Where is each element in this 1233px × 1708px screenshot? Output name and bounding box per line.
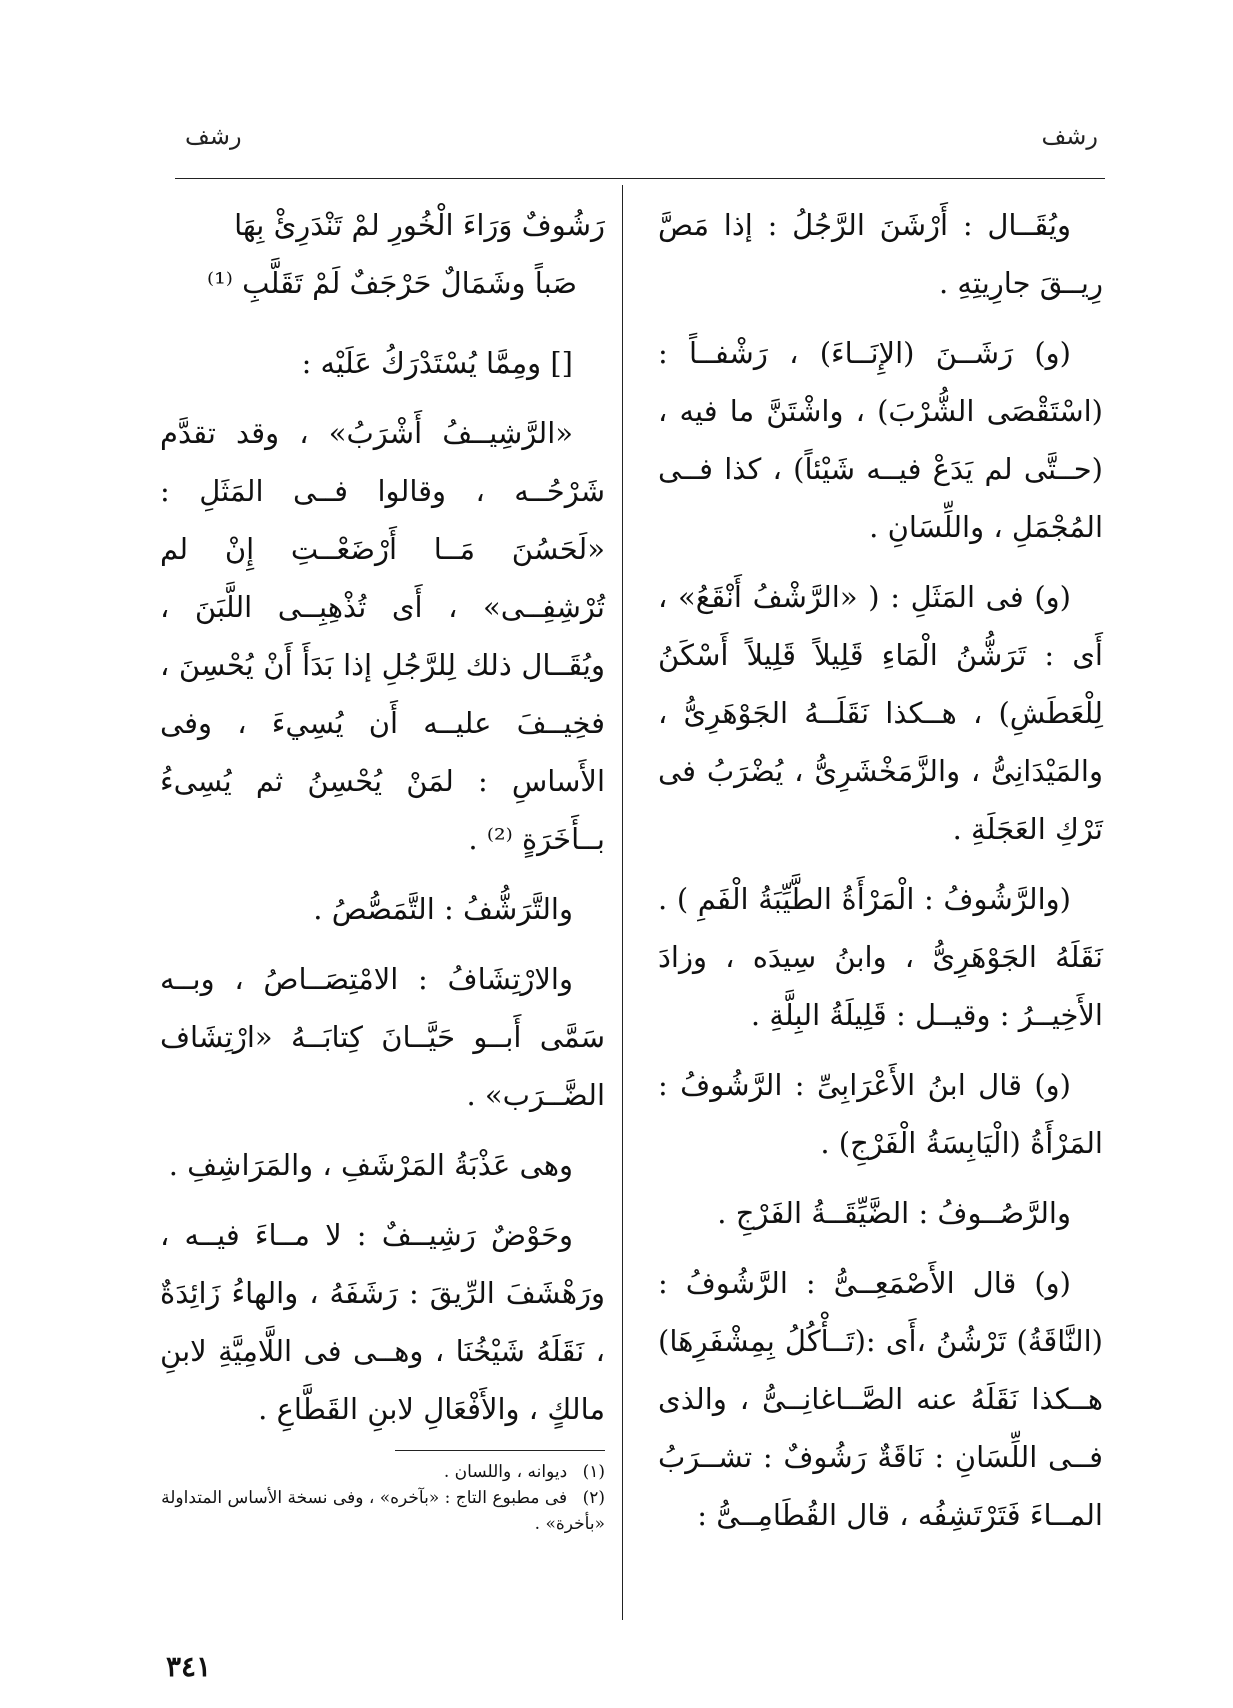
column-divider	[622, 185, 623, 1620]
paragraph: وحَوْضٌ رَشِيــفٌ : لا مــاءَ فيــه ، ورَهْشَفَ الرِّيقَ : رَشَفَهُ ، والهاءُ زَائِدَةٌ ، نَقَلَهُ شَيْخُنَا ، وهــى فى اللَّامِيَّةِ لابنِ مالكٍ ، والأَفْعَالِ لابنِ القَطَّاعِ .	[160, 1218, 605, 1426]
verse-line-1: رَشُوفٌ وَرَاءَ الْخُورِ لمْ تَنْدَرِئْ بِهَا	[234, 208, 605, 242]
paragraph: «الرَّشِيــفُ أَشْرَبُ» ، وقد تقدَّم شَرْحُــه ، وقالوا فــى المَثَلِ : «لَحَسُنَ مَــا أَرْضَعْــتِ إِنْ لم تُرْشِفِــى» ، أَى تُذْهِبِــى اللَّبَنَ ، ويُقَــال ذلك لِلرَّجُلِ إذا بَدَأَ أَنْ يُحْسِنَ ، فخِيــفَ عليــه أَن يُسِيءَ ، وفى الأَساسِ : لمَنْ يُحْسِنُ ثم يُسِىءُ بــأَخَرَةٍ ⁽²⁾ .	[160, 416, 605, 856]
footnote	[160, 1459, 605, 1485]
header-right-word: رشف	[1041, 122, 1098, 150]
paragraph: وهى عَذْبَةُ المَرْشَفِ ، والمَرَاشِفِ .	[168, 1148, 573, 1182]
footnote-text: فى مطبوع التاج : «بآخره» ، وفى نسخة الأساس المتداولة «بأخرة» .	[161, 1488, 605, 1534]
paragraph: (والرَّشُوفُ : الْمَرْأَةُ الطَّيِّبَةُ الْفَمِ ) . نَقَلَهُ الجَوْهَرِىُّ ، وابنُ سِيدَه ، وزادَ الأَخِيــرُ : وقيــل : قَلِيلَةُ البِلَّةِ .	[658, 882, 1103, 1032]
paragraph: والرَّصُــوفُ : الضَّيِّقَــةُ الفَرْجِ .	[717, 1196, 1071, 1230]
paragraph: ويُقَــال : أَرْشَنَ الرَّجُلُ : إذا مَصَّ رِيــقَ جارِيتِهِ .	[658, 208, 1103, 300]
footnote-text: ديوانه ، واللسان .	[443, 1462, 568, 1482]
paragraph: (و) رَشَــنَ (الإِنَــاءَ) ، رَشْفــاً : (اسْتَقْصَى الشُّرْبَ) ، واشْتَنَّ ما فيه ، (حــتَّى لم يَدَعْ فيــه شَيْئاً) ، كذا فــى المُجْمَلِ ، واللِّسَانِ .	[658, 336, 1103, 544]
paragraph: [] ومِمَّا يُسْتَدْرَكُ عَلَيْه :	[301, 346, 573, 380]
paragraph: والتَّرَشُّفُ : التَّمَصُّصُ .	[313, 892, 573, 926]
paragraph: (و) قال الأَصْمَعِــىُّ : الرَّشُوفُ : (النَّاقَةُ) تَرْشُنُ ،أَى :(تَــأْكُلُ بِمِشْفَرِهَا) هــكذا نَقَلَهُ عنه الصَّــاغانِــىُّ ، والذى فــى اللِّسَانِ : نَاقَةٌ رَشُوفٌ : تشــرَبُ المــاءَ فَتَرْتَشِفُه ، قال القُطَامِــىُّ :	[658, 1266, 1103, 1532]
header-rule	[175, 178, 1105, 179]
footnote-number: (١)	[582, 1462, 605, 1482]
paragraph: (و) قال ابنُ الأَعْرَابِىِّ : الرَّشُوفُ : المَرْأَةُ (الْيَابِسَةُ الْفَرْجِ) .	[658, 1068, 1103, 1160]
page-number: ٣٤١	[166, 1650, 212, 1683]
right-column	[658, 196, 1103, 1556]
header-left-word: رشف	[185, 122, 242, 150]
paragraph: (و) فى المَثَلِ : ( «الرَّشْفُ أَنْقَعُ» ، أَى : تَرَشُّنُ الْمَاءِ قَلِيلاً قَلِيلاً أَسْكَنُ لِلْعَطَشِ) ، هــكذا نَقَلَــهُ الجَوْهَرِىُّ ، والمَيْدَانِىُّ ، والزَّمَخْشَرِىُّ ، يُضْرَبُ فى تَرْكِ العَجَلَةِ .	[658, 580, 1103, 846]
left-column	[160, 196, 605, 1537]
poem-verse	[160, 196, 605, 312]
footnote-number: (٢)	[582, 1488, 605, 1508]
verse-line-2: صَباً وشَمَالٌ حَرْجَفٌ لَمْ تَقَلَّبِ ⁽¹⁾	[207, 266, 577, 300]
footnote	[160, 1485, 605, 1537]
paragraph: والارْتِشَافُ : الامْتِصَــاصُ ، وبــه سَمَّى أَبــو حَيَّــانَ كِتابَــهُ «ارْتِشَاف الضَّــرَب» .	[160, 962, 605, 1112]
footnote-rule	[395, 1450, 605, 1451]
